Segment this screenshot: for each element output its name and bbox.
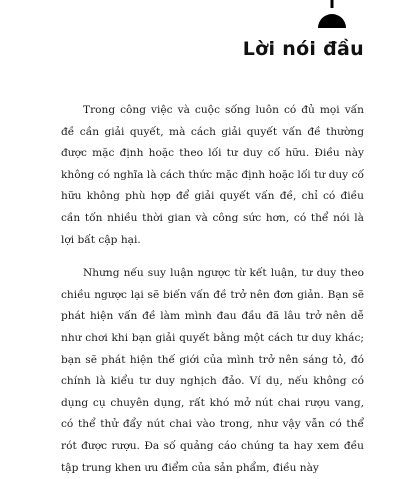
hanging-lamp-icon — [312, 0, 352, 30]
paragraph-2: Nhưng nếu suy luận ngược từ kết luận, tư duy theo chiều ngược lại sẽ biến vấn đề trở nên đơn giản. Bạn sẽ phát hiện vấn đề làm mình đau đầu đã lâu trở nên dễ như chơi khi bạn giải quyết bằng một cách tư duy khác; bạn sẽ phát hiện thế giới của mình trở nên sáng tỏ, đó chính là kiểu tư duy nghịch đảo. Ví dụ, nếu không có dụng cụ chuyên dụng, rất khó mở nút chai rượu vang, có thể thử đẩy nút chai vào trong, như vậy vẫn có thể rót được rượu. Đa số quảng cáo chúng ta hay xem đều tập trung khen ưu điểm của sản phẩm, điều này — [61, 267, 364, 474]
body-text — [61, 100, 364, 479]
page-title: Lời nói đầu — [242, 38, 364, 60]
paragraph-1: Trong công việc và cuộc sống luôn có đủ mọi vấn đề cần giải quyết, mà cách giải quyết vấn đề thường được mặc định hoặc theo lối tư duy cố hữu. Điều này không có nghĩa là cách thức mặc định hoặc lối tư duy cố hữu không phù hợp để giải quyết vấn đề, chỉ có điều cần tốn nhiều thời gian và công sức hơn, có thể nói là lợi bất cập hại. — [61, 104, 364, 246]
